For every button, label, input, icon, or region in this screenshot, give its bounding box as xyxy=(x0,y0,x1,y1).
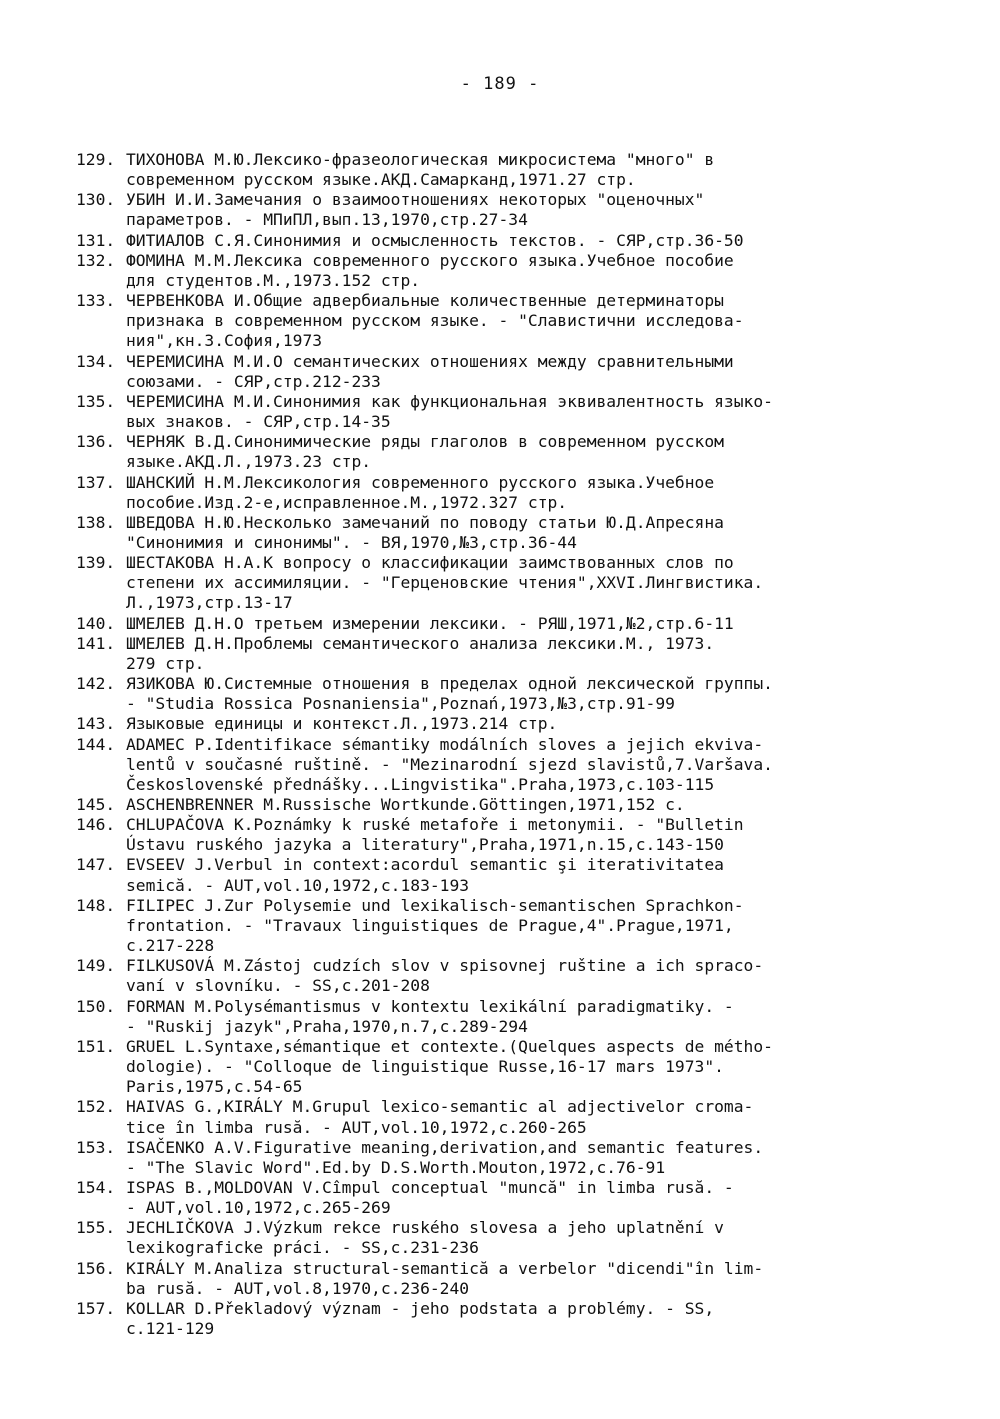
bibliography-entry xyxy=(76,634,976,674)
page-number: - 189 - xyxy=(460,74,540,94)
entry-line: FILIPEC J.Zur Polysemie und lexikalisch-semantischen Sprachkon- xyxy=(126,895,744,915)
entry-line: степени их ассимиляции. - "Герценовские чтения",XXVI.Лингвистика. xyxy=(126,573,764,593)
entry-line: ISAČENKO A.V.Figurative meaning,derivation,and semantic features. xyxy=(126,1137,764,1157)
entry-line: - "Studia Rossica Posnaniensia",Poznań,1973,№3,стр.91-99 xyxy=(126,694,675,714)
bibliography-entry xyxy=(76,1299,976,1339)
entry-line: dologie). - "Colloque de linguistique Russe,16-17 mars 1973". xyxy=(126,1057,724,1077)
entry-line: ЧЕРЕМИСИНА М.И.О семантических отношениях между сравнительными xyxy=(126,351,734,371)
entry-line: ЯЗИКОВА Ю.Системные отношения в пределах одной лексической группы. xyxy=(126,674,773,694)
bibliography-entry xyxy=(76,1178,976,1218)
bibliography-entry xyxy=(76,1259,976,1299)
bibliography-entry xyxy=(76,432,976,472)
entry-line: FORMAN M.Polysémantismus v kontextu lexikální paradigmatiky. - xyxy=(126,996,734,1016)
entry-number: 144. xyxy=(76,734,116,754)
entry-line: FILKUSOVÁ M.Zástoj cudzích slov v spisovnej ruštine a ich spraco- xyxy=(126,956,764,976)
bibliography-entry xyxy=(76,231,976,251)
entry-line: ШВЕДОВА Н.Ю.Несколько замечаний по поводу статьи Ю.Д.Апресяна xyxy=(126,512,724,532)
entry-line: JECHLIČKOVA J.Výzkum rekce ruského slovesa a jeho uplatnění v xyxy=(126,1218,724,1238)
entry-line: параметров. - МПиПЛ,вып.13,1970,стр.27-34 xyxy=(126,210,528,230)
entry-text xyxy=(126,795,976,815)
entry-text xyxy=(126,674,976,714)
bibliography-entry xyxy=(76,674,976,714)
entry-text xyxy=(126,1178,976,1218)
bibliography-entry xyxy=(76,1097,976,1137)
entry-line: ШМЕЛЕВ Д.Н.Проблемы семантического анализа лексики.М., 1973. xyxy=(126,633,715,653)
entry-line: "Синонимия и синонимы". - ВЯ,1970,№3,стр.36-44 xyxy=(126,532,577,552)
entry-text xyxy=(126,251,976,291)
entry-line: ШАНСКИЙ Н.М.Лексикология современного русского языка.Учебное xyxy=(126,472,715,492)
entry-line: УБИН И.И.Замечания о взаимоотношениях некоторых "оценочных" xyxy=(126,190,705,210)
entry-line: ТИХОНОВА М.Ю.Лексико-фразеологическая микросистема "много" в xyxy=(126,150,715,169)
entry-text xyxy=(126,815,976,855)
entry-text xyxy=(126,150,976,190)
bibliography-entry xyxy=(76,714,976,734)
entry-number: 136. xyxy=(76,432,116,452)
bibliography-entry xyxy=(76,352,976,392)
entry-number: 151. xyxy=(76,1036,116,1056)
entry-line: языке.АКД.Л.,1973.23 стр. xyxy=(126,452,372,472)
bibliography-entry xyxy=(76,190,976,230)
entry-line: EVSEEV J.Verbul in context:acordul semantic şi iterativitatea xyxy=(126,855,724,875)
bibliography-list xyxy=(76,150,976,1339)
entry-text xyxy=(126,1097,976,1137)
entry-line: c.217-228 xyxy=(126,936,215,956)
entry-line: GRUEL L.Syntaxe,sémantique et contexte.(Quelques aspects de métho- xyxy=(126,1036,773,1056)
entry-number: 148. xyxy=(76,895,116,915)
entry-text xyxy=(126,190,976,230)
entry-line: вых знаков. - СЯР,стр.14-35 xyxy=(126,412,391,432)
entry-text xyxy=(126,352,976,392)
entry-number: 149. xyxy=(76,956,116,976)
entry-line: Paris,1975,c.54-65 xyxy=(126,1077,303,1097)
entry-number: 134. xyxy=(76,351,116,371)
entry-number: 139. xyxy=(76,553,116,573)
entry-text xyxy=(126,614,976,634)
entry-number: 156. xyxy=(76,1258,116,1278)
bibliography-entry xyxy=(76,473,976,513)
entry-line: признака в современном русском языке. - "Славистични исследова- xyxy=(126,311,744,331)
entry-line: frontation. - "Travaux linguistiques de Prague,4".Prague,1971, xyxy=(126,915,734,935)
bibliography-entry xyxy=(76,150,976,190)
entry-line: Л.,1973,стр.13-17 xyxy=(126,593,293,613)
entry-text xyxy=(126,553,976,613)
entry-number: 137. xyxy=(76,472,116,492)
entry-number: 138. xyxy=(76,512,116,532)
entry-line: ЧЕРВЕНКОВА И.Общие адвербиальные количественные детерминаторы xyxy=(126,291,724,311)
bibliography-entry xyxy=(76,956,976,996)
entry-number: 155. xyxy=(76,1218,116,1238)
entry-number: 147. xyxy=(76,855,116,875)
entry-number: 142. xyxy=(76,674,116,694)
entry-line: Ústavu ruského jazyka a literatury",Praha,1971,n.15,c.143-150 xyxy=(126,835,724,855)
entry-number: 131. xyxy=(76,230,116,250)
entry-line: ния",кн.3.София,1973 xyxy=(126,331,323,351)
entry-number: 133. xyxy=(76,291,116,311)
entry-line: Československé přednášky...Lingvistika".Praha,1973,c.103-115 xyxy=(126,774,715,794)
entry-number: 130. xyxy=(76,190,116,210)
entry-text xyxy=(126,432,976,472)
entry-text xyxy=(126,896,976,956)
entry-line: ADAMEC P.Identifikace sémantiky modálních sloves a jejich ekviva- xyxy=(126,734,764,754)
entry-text xyxy=(126,1259,976,1299)
entry-text xyxy=(126,473,976,513)
entry-text xyxy=(126,634,976,674)
entry-number: 129. xyxy=(76,150,116,169)
entry-text xyxy=(126,231,976,251)
entry-text xyxy=(126,714,976,734)
entry-line: tice în limba rusă. - AUT,vol.10,1972,c.260-265 xyxy=(126,1117,587,1137)
entry-line: HAIVAS G.,KIRÁLY M.Grupul lexico-semantic al adjectivelor croma- xyxy=(126,1097,754,1117)
bibliography-entry xyxy=(76,513,976,553)
bibliography-entry xyxy=(76,896,976,956)
bibliography-entry xyxy=(76,251,976,291)
entry-text xyxy=(126,956,976,996)
entry-text xyxy=(126,1218,976,1258)
entry-line: ФИТИАЛОВ С.Я.Синонимия и осмысленность текстов. - СЯР,стр.36-50 xyxy=(126,230,744,250)
bibliography-entry xyxy=(76,553,976,613)
entry-line: для студентов.М.,1973.152 стр. xyxy=(126,270,421,290)
bibliography-entry xyxy=(76,795,976,815)
entry-line: vaní v slovníku. - SS,c.201-208 xyxy=(126,976,430,996)
entry-line: c.121-129 xyxy=(126,1319,215,1339)
entry-line: CHLUPAČOVA K.Poznámky k ruské metafoře i metonymii. - "Bulletin xyxy=(126,815,744,835)
entry-line: ASCHENBRENNER M.Russische Wortkunde.Göttingen,1971,152 c. xyxy=(126,795,685,814)
bibliography-entry xyxy=(76,614,976,634)
entry-line: ba rusă. - AUT,vol.8,1970,c.236-240 xyxy=(126,1278,470,1298)
entry-text xyxy=(126,392,976,432)
entry-number: 146. xyxy=(76,815,116,835)
entry-number: 145. xyxy=(76,795,116,814)
entry-text xyxy=(126,997,976,1037)
bibliography-entry xyxy=(76,815,976,855)
entry-line: lentů v současné ruštině. - "Mezinarodní sjezd slavistů,7.Varšava. xyxy=(126,754,773,774)
entry-line: lexikograficke práci. - SS,c.231-236 xyxy=(126,1238,479,1258)
entry-text xyxy=(126,735,976,795)
entry-line: - "Ruskij jazyk",Praha,1970,n.7,c.289-294 xyxy=(126,1016,528,1036)
entry-line: - AUT,vol.10,1972,c.265-269 xyxy=(126,1198,391,1218)
bibliography-entry xyxy=(76,291,976,351)
bibliography-entry xyxy=(76,1218,976,1258)
bibliography-entry xyxy=(76,1138,976,1178)
entry-number: 140. xyxy=(76,613,116,633)
entry-line: ЧЕРЕМИСИНА М.И.Синонимия как функциональная эквивалентность языко- xyxy=(126,391,773,411)
entry-text xyxy=(126,291,976,351)
bibliography-entry xyxy=(76,392,976,432)
entry-line: - "The Slavic Word".Ed.by D.S.Worth.Mouton,1972,c.76-91 xyxy=(126,1157,666,1177)
entry-line: современном русском языке.АКД.Самарканд,1971.27 стр. xyxy=(126,170,636,190)
entry-line: ФОМИНА М.М.Лексика современного русского языка.Учебное пособие xyxy=(126,250,734,270)
entry-text xyxy=(126,855,976,895)
entry-number: 152. xyxy=(76,1097,116,1117)
entry-line: ISPAS B.,MOLDOVAN V.Cîmpul conceptual "muncă" in limba rusă. - xyxy=(126,1177,734,1197)
bibliography-entry xyxy=(76,855,976,895)
entry-number: 150. xyxy=(76,996,116,1016)
entry-line: ЧЕРНЯК В.Д.Синонимические ряды глаголов в современном русском xyxy=(126,432,724,452)
entry-line: ШМЕЛЕВ Д.Н.О третьем измерении лексики. - РЯШ,1971,№2,стр.6-11 xyxy=(126,613,734,633)
bibliography-entry xyxy=(76,997,976,1037)
entry-number: 143. xyxy=(76,714,116,734)
entry-line: 279 стр. xyxy=(126,653,205,673)
entry-number: 157. xyxy=(76,1298,116,1318)
entry-number: 153. xyxy=(76,1137,116,1157)
bibliography-entry xyxy=(76,1037,976,1097)
entry-line: semică. - AUT,vol.10,1972,c.183-193 xyxy=(126,875,470,895)
entry-number: 141. xyxy=(76,633,116,653)
entry-number: 135. xyxy=(76,391,116,411)
entry-line: KIRÁLY M.Analiza structural-semantică a verbelor "dicendi"în lim- xyxy=(126,1258,764,1278)
entry-line: союзами. - СЯР,стр.212-233 xyxy=(126,371,381,391)
entry-text xyxy=(126,1299,976,1339)
entry-line: KOLLAR D.Překladový význam - jeho podstata a problémy. - SS, xyxy=(126,1298,715,1318)
entry-text xyxy=(126,1037,976,1097)
entry-number: 132. xyxy=(76,250,116,270)
entry-text xyxy=(126,1138,976,1178)
entry-text xyxy=(126,513,976,553)
bibliography-entry xyxy=(76,735,976,795)
entry-line: пособие.Изд.2-е,исправленное.М.,1972.327 стр. xyxy=(126,492,568,512)
entry-line: Языковые единицы и контекст.Л.,1973.214 стр. xyxy=(126,714,558,734)
entry-line: ШЕСТАКОВА Н.А.К вопросу о классификации заимствованных слов по xyxy=(126,553,734,573)
entry-number: 154. xyxy=(76,1177,116,1197)
